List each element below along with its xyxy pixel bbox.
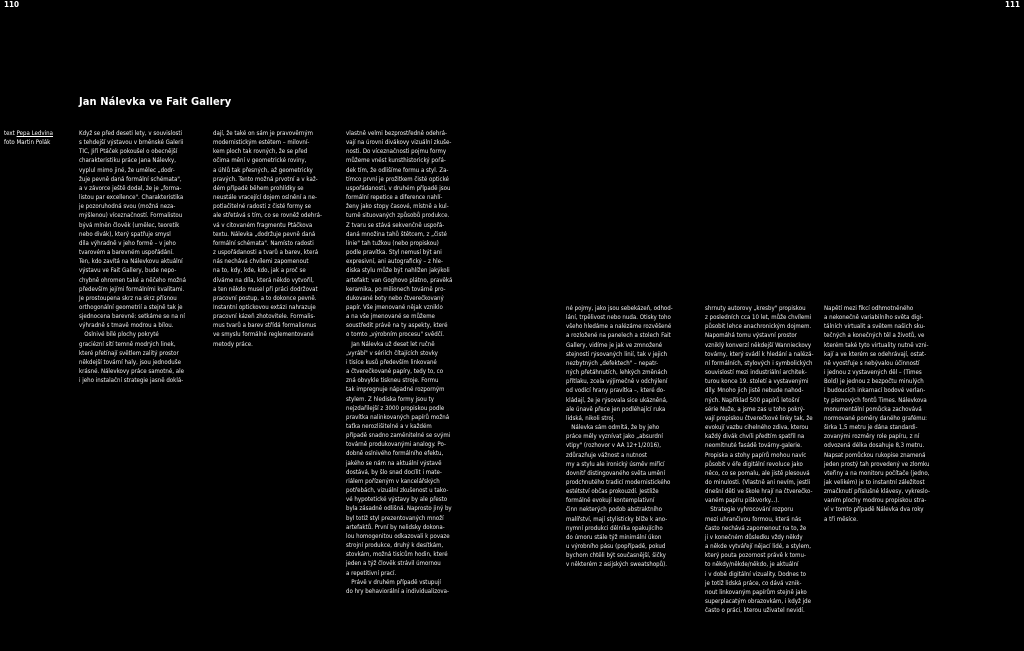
photo-credit — [4, 139, 53, 148]
text-column-3: vlastně velmi bezprostředně odehrá- vají na úrovni divákovy vizuální zkuše- nosti. Do víceznačnosti pojmu formy můžeme vnést kunsthistorický pořá- dek tím, že odlišíme formu a styl. Za- tímco první je prožitkem čisté optické uspořádanosti, v druhém případě jsou formální repetice a diference nahlí- ženy jako stopy časové, místně a kul- turně situovaných způsobů produkce. Z tvaru se stává sekvenčně uspořá- daná množina tahů štětcem, z „čisté linie" tah tužkou (nebo propiskou) podle pravítka. Styl nemusí být ani expresivní, ani autografický – z hle- diska stylu může být nahlížen jakýkoli artefakt: van Goghovo plátno, pravěká keramika, po milionech továrně pro- dukované boty nebo čtverečkovaný papír. Vše jmenované nějak vzniklo a na vše jmenované se můžeme soustředit právě na ty aspekty, které o tomto „výrobním procesu" svědčí. Jan Nálevka už deset let ručně „vyrábí" v sériích čítajících stovky i tisíce kusů především linkované a čtverečkované papíry, tedy to, co zná obvykle tiskneu stroje. Formu tak impregnuje nápadné rozporným stylem. Z hlediska formy jsou ty nejzdařilejší z 3000 propiskou podle pravítka nalinkovaných papírů možná taťka nerozlišitelné a v každém případě snadno zaměnitelné se svými továrně produkovanými analogy. Po- dobně oslnivého formálního efektu, jakého se nám na aktuální výstavě dostává, by šlo snad docílit i mate- riálem pořízeným v kancelářských potřebách, vizuální zkušenost u tako- vé hypotetické výstavy by ale přesto byla zásadně odlišná. Naprosto jiný by byl totiž styl prezentovaných množí artefaktů. První by nelidsky dokona- lou homogenitou odkazovali k povaze strojní produkce, druhý k desítkám, stovkám, možná tisícům hodin, které jeden a týž člověk strávil úmornou a repetitivní prací. Právě v druhém případě vstupují do hry behaviorální a individualizova- — [346, 130, 453, 595]
text-column-2: dají, že také on sám je pravověrným modernistickým estétem – milovní- kem ploch tak rovných, že se před očima mění v geometrické roviny, a úhlů tak přesných, až geometricky pravých. Tento možná prvotní a v kaž- dém případě během prohlídky se neustále vracející dojem oslnění a ne- potlačitelné radosti z čisté formy se ale střetává s tím, co se rovněž odehrá- vá v citovaném fragmentu Ptáčkova textu. Nálevka „dodržuje pevně daná formální schémata". Namísto radosti z uspořádanosti a tvarů a barev, která nás nechává chvílemi zapomenout na to, kdy, kde, kdo, jak a proč se díváme na díla, která někdo vytvořil, a ten někdo musel při práci dodržovat pracovní postup, a to dokonce pevně. Instantní optickovou extázi nahrazuje pracovní kázeň zhotovitele. Formalis- mus tvarů a barev střídá formalismus ve smyslu formálně reglementované metody práce. — [213, 130, 322, 348]
text-credit — [4, 130, 53, 139]
text-column-4: né pojmy, jako jsou sebekázeň, odhod- lání, trpělivost nebo nuda. Otisky toho všeho hledáme a nalézáme rozvěšené a rozložené na panelech a stolech Fait Gallery, vidíme je jak ve zmnožené stejnosti rýsovaných linií, tak v jejich nezbytných „defektech" – nepatr- ných přetáhnutích, lehkých změnách přítlaku, zcela výjimečně v odchýlení od vodící hrany pravítka –, které do- kládají, že je rýsovala sice ukázněná, ale únavě přece jen podléhající ruka lidská, nikoli stroj. Nálevka sám odmítá, že by jeho práce měly vyznívat jako „absurdní vtipy" (rozhovor v AA 12+1/2016), zdůrazňuje vážnost a nutnost my a stylu ale ironický úsměv mířící dovnitř distingovaného světa umění prodchnutého tradicí modernistického estétství občas prokouzdí. Jestliže formálně evokují kontemplativní činn nekterých podob abstraktního malířství, mají stylisticky blíže k ano- nymní produkci dělníka opakujícího do úmoru stále týž minimální úkon u výrobního pásu (popřípadě, pokud bychom chtěli být současnější, šičky v některém z asijských sweatshopů). — [566, 305, 673, 569]
page-number-left: 110 — [4, 0, 20, 9]
page-number-right: 111 — [1004, 0, 1020, 9]
text-credit-label: text — [4, 130, 15, 137]
article-title: Jan Nálevka ve Fait Gallery — [79, 95, 232, 108]
text-column-6: Napětí mezi fikcí odhmotněného a nekonečně variabilního světa digi- tálních virtualit a světem našich sku- tečných a konečných těl a životů, ve kterém také tyto virtuality nutně vzni- kají a ve kterém se odehrávají, ostat- ně vyostřuje s nebývalou účinností i jednou z vystavených děl – (Times Bold) je jednou z bezpočtu minulých i budoucích inkarnací bodové verlan- ty písmových fontů Times. Nálevkova monumentální pomůcka zachovává normované poměry daného grafému: širka 1,5 metru je dána standardi- zovanými rozměry role papíru, z ní odvozená délka dosahuje 8,3 metru. Napsat pomůckou rukopise znamená jeden prostý tah provedený ve zlomku vteřiny a na monitoru počítače (jedno, jak velikém) je to instantní záležitost zmačknutí příslušné klávesy, vykreslo- vaním plochy modrou propiskou stra- ví v tomto případě Nálevka dva roky a tři měsíce. — [824, 305, 930, 523]
photo-credit-label: foto — [4, 138, 15, 146]
text-author-name: Pepa Ledvina — [16, 130, 54, 137]
photographer-name: Martin Polák — [16, 138, 51, 146]
text-column-1: Když se před deseti lety, v souvislosti s tehdejší výstavou v brněnské Galerii TIC, Jiří Ptáček pokoušel o obecnější charakteristiku práce Jana Nálevky, vyplul mimo jiné, že umělec „dodr- žuje pevně daná formální schémata", a v závorce ještě dodal, že je „forma- listou par excellence". Charakteristika je pozoruhodná svou (možná neza- mýšlenou) víceznačností. Formalistou bývá míněn člověk (umělec, teoretik nebo divák), který spatřuje smysl díla výhradně v jeho formě – v jeho tvarovém a barevném uspořádání. Ten, kdo zavítá na Nálevkovu aktuální výstavu ve Fait Gallery, bude nepo- chybně ohromen také a něčeho možná především jejími formálními kvalitami. Je prostoupena skrz na skrz přísnou orthogonální geometrií a stejně tak je sjednocena barevně: setkáme se na ní výhradně s tmavě modrou a bílou. Oslnivé bílé plochy pokryté graciézní sítí temně modrých linek, které přetínají světlem zalitý prostor někdejší tovární haly, jsou jednoduše krásné. Nálevkovy práce samotné, ale i jeho instalační strategie jasně doklá- — [79, 130, 186, 385]
text-column-5: shrnuty autorovy „kresby" propiskou z posledních cca 10 let, může chvílemi působit lehce anachronickým dojmem. Napomáhá tomu výstavní prostor vzniklý konverzí někdejší Wannieckovy továrny, který svádí k hledání a nalézá- ní formálních, stylových i symbolických souvislostí mezi industriální architek- turou konce 19. století a vystavenými díly. Mnoho jich jistě nebude nahod- ných. Například 500 papírů letošní série Nuže, a jsme zas u toho pokrý- vají propiskou čtverečkové linky tak, že evokují vazbu cihelného zdiva, kterou každý divák chvíli předtím spatřil na neomítnuté fasádě továrny-galerie. Propiska a stohy papírů mohou navíc působit v éře digitální revoluce jako něco, co se pomalu, ale jistě plesouvá do minulosti. (Vlastně ani nevím, jestli dnešní děti ve škole hrají na čtverečko- vaném papíru piškvorky...). Strategie vyhrocování rozporu mezi uhrančivou formou, která nás často nechává zapomenout na to, že ji v konečném důsledku vždy někdy a někde vytvářejí nějací lidé, a stylem, který pouta pozornost právě k tomu- to někdy/někde/někdo, je aktuální i v době digitální vizuality. Dodnes to je totiž lidská práce, co dává vznik- nout linkovaným papírům stejně jako superplacatým obrazovkám, i když jde často o práci, kterou uživatel nevidí. — [705, 305, 814, 615]
article-credits — [4, 130, 53, 147]
